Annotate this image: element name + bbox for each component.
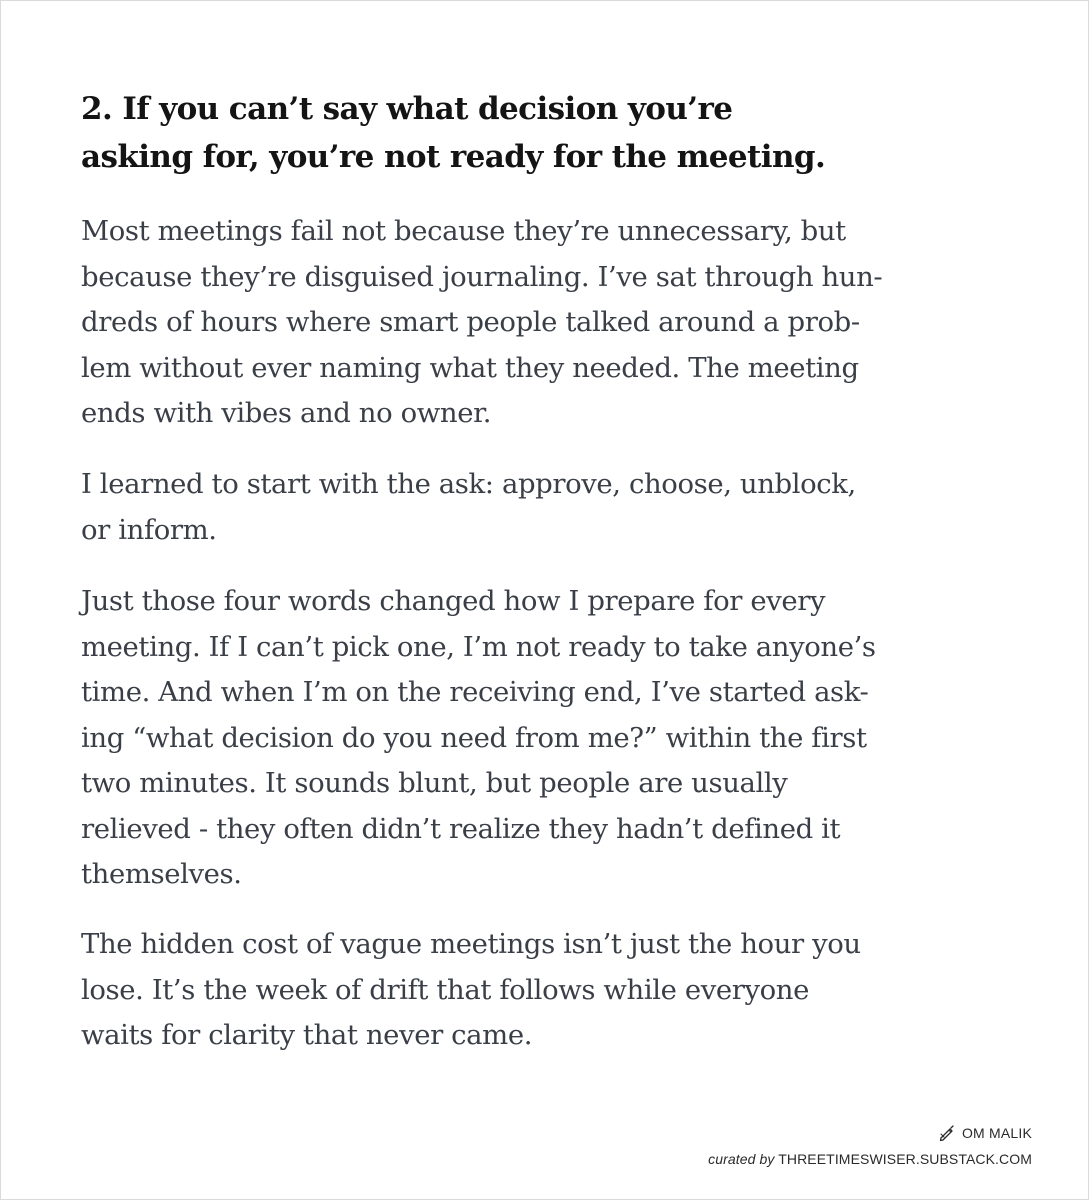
paragraph-line: Most meetings fail not because they’re unnecessary, but: [81, 215, 846, 247]
paragraph-line: because they’re disguised journaling. I’ve sat through hun-: [81, 260, 883, 293]
curated-by-label: curated by: [708, 1151, 775, 1167]
paragraph-line: ing “what decision do you need from me?” within the first: [81, 721, 867, 754]
paragraph-line: two minutes. It sounds blunt, but people are usually: [81, 767, 788, 799]
paragraph-line: time. And when I’m on the receiving end, I’ve started ask-: [81, 676, 869, 708]
heading-line: 2. If you can’t say what decision you’re: [81, 91, 733, 127]
paragraph-line: dreds of hours where smart people talked around a prob-: [81, 306, 860, 338]
pen-icon: [938, 1124, 956, 1142]
curated-by: [708, 1150, 1032, 1168]
paragraph-line: relieved - they often didn’t realize they hadn’t defined it: [81, 812, 841, 845]
paragraph-line: I learned to start with the ask: approve, choose, unblock,: [81, 468, 856, 500]
curated-source: THREETIMESWISER.SUBSTACK.COM: [778, 1151, 1032, 1167]
paragraph-2: [81, 462, 1021, 553]
paragraph-line: themselves.: [81, 858, 242, 890]
paragraph-4: [81, 922, 1021, 1059]
heading-line: asking for, you’re not ready for the meeting.: [81, 139, 826, 175]
paragraph-line: or inform.: [81, 513, 217, 546]
paragraph-line: lose. It’s the week of drift that follows while everyone: [81, 973, 809, 1006]
paragraph-line: ends with vibes and no owner.: [81, 397, 492, 429]
paragraph-1: [81, 209, 1021, 437]
paragraph-line: lem without ever naming what they needed. The meeting: [81, 351, 859, 384]
paragraph-line: The hidden cost of vague meetings isn’t just the hour you: [81, 928, 861, 960]
paragraph-line: meeting. If I can’t pick one, I’m not ready to take anyone’s: [81, 630, 876, 663]
section-heading: [81, 85, 961, 181]
author-attribution: [938, 1124, 1032, 1142]
author-name: OM MALIK: [961, 1125, 1032, 1141]
paragraph-line: waits for clarity that never came.: [81, 1019, 533, 1051]
paragraph-line: Just those four words changed how I prepare for every: [81, 585, 826, 617]
paragraph-3: [81, 579, 1021, 898]
